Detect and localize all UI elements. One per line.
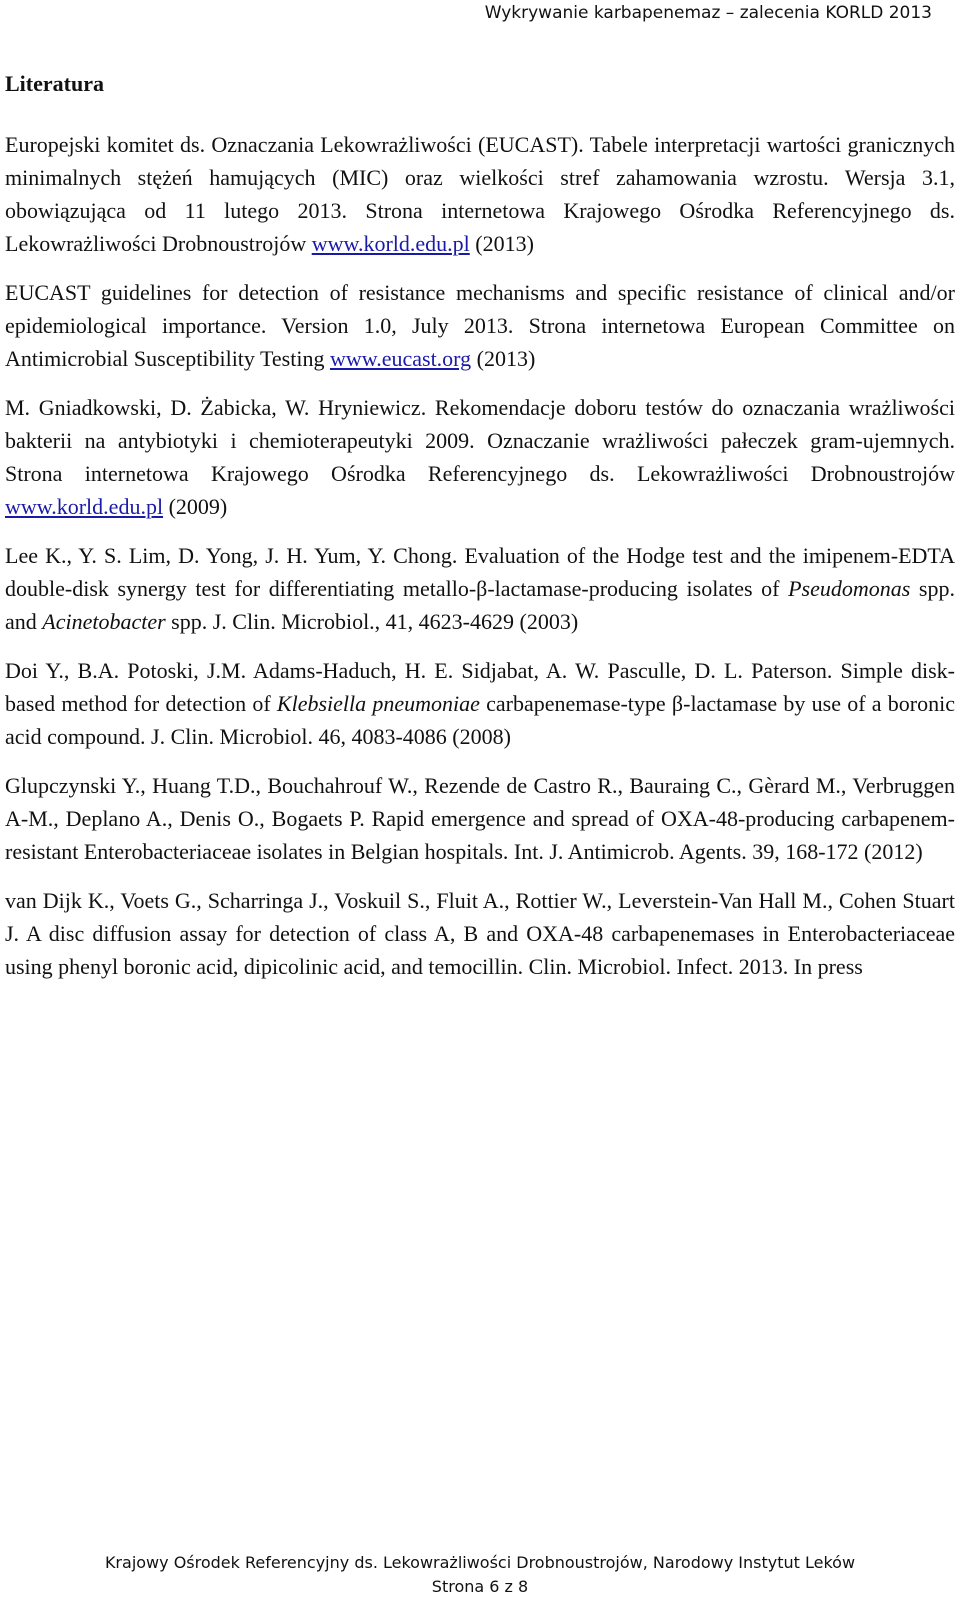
reference-item [5, 128, 955, 260]
page-number: Strona 6 z 8 [431, 1577, 529, 1596]
reference-item [5, 539, 955, 638]
reference-item [5, 276, 955, 375]
reference-link[interactable]: www.eucast.org [329, 346, 472, 371]
reference-link[interactable]: www.korld.edu.pl [311, 231, 470, 256]
reference-item [5, 391, 955, 523]
reference-text: (2013) [469, 231, 534, 256]
page-footer [0, 1551, 960, 1599]
reference-text: Europejski komitet ds. Oznaczania Lekowrażliwości (EUCAST). Tabele interpretacji wartości granicznych minimalnych stężeń hamujących (MIC) oraz wielkości stref zahamowania wzrostu. Wersja 3.1, obowiązująca od 11 lutego 2013. Strona internetowa Krajowego Ośrodka Referencyjnego ds. Lekowrażliwości Drobnoustrojów [5, 132, 955, 256]
reference-text: Lee K., Y. S. Lim, D. Yong, J. H. Yum, Y. Chong. Evaluation of the Hodge test and the imipenem-EDTA double-disk synergy test for differentiating metallo-β-lactamase-producing isolates of [5, 543, 955, 601]
reference-text: spp. and [5, 576, 955, 634]
reference-text: EUCAST guidelines for detection of resistance mechanisms and specific resistance of clinical and/or epidemiological importance. Version 1.0, July 2013. Strona internetowa European Committee on Antimicrobial Susceptibility Testing [5, 280, 955, 371]
reference-text: Glupczynski Y., Huang T.D., Bouchahrouf W., Rezende de Castro R., Bauraing C., Gèrard M., Verbruggen A-M., Deplano A., Denis O., Bogaets P. Rapid emergence and spread of OXA-48-producing carbapenem-resistant Enterobacteriaceae isolates in Belgian hospitals. Int. J. Antimicrob. Agents. 39, 168-172 (2012) [5, 773, 955, 864]
document-body [5, 64, 955, 999]
reference-text: spp. J. Clin. Microbiol., 41, 4623-4629 (2003) [165, 609, 579, 634]
running-header: Wykrywanie karbapenemaz – zalecenia KORLD 2013 [484, 3, 932, 23]
reference-text: (2013) [471, 346, 536, 371]
reference-item [5, 884, 955, 983]
reference-link[interactable]: www.korld.edu.pl [5, 494, 164, 519]
footer-institution: Krajowy Ośrodek Referencyjny ds. Lekowrażliwości Drobnoustrojów, Narodowy Instytut Leków [104, 1553, 856, 1572]
reference-text: (2009) [163, 494, 228, 519]
reference-italic: Acinetobacter [42, 609, 166, 634]
reference-text: van Dijk K., Voets G., Scharringa J., Voskuil S., Fluit A., Rottier W., Leverstein-Van Hall M., Cohen Stuart J. A disc diffusion assay for detection of class A, B and OXA-48 carbapenemases in Enterobacteriaceae using phenyl boronic acid, dipicolinic acid, and temocillin. Clin. Microbiol. Infect. 2013. In press [5, 888, 955, 979]
reference-text: M. Gniadkowski, D. Żabicka, W. Hryniewicz. Rekomendacje doboru testów do oznaczania wrażliwości bakterii na antybiotyki i chemioterapeutyki 2009. Oznaczanie wrażliwości pałeczek gram-ujemnych. Strona internetowa Krajowego Ośrodka Referencyjnego ds. Lekowrażliwości Drobnoustrojów [5, 395, 955, 486]
reference-item [5, 769, 955, 868]
section-title: Literatura [5, 71, 104, 96]
reference-italic: Pseudomonas [788, 576, 911, 601]
reference-item [5, 654, 955, 753]
reference-italic: Klebsiella pneumoniae [276, 691, 480, 716]
reference-text: carbapenemase-type β-lactamase by use of a boronic acid compound. J. Clin. Microbiol. 46, 4083-4086 (2008) [5, 691, 955, 749]
reference-text: Doi Y., B.A. Potoski, J.M. Adams-Haduch, H. E. Sidjabat, A. W. Pasculle, D. L. Paterson. Simple disk-based method for detection of [5, 658, 955, 716]
